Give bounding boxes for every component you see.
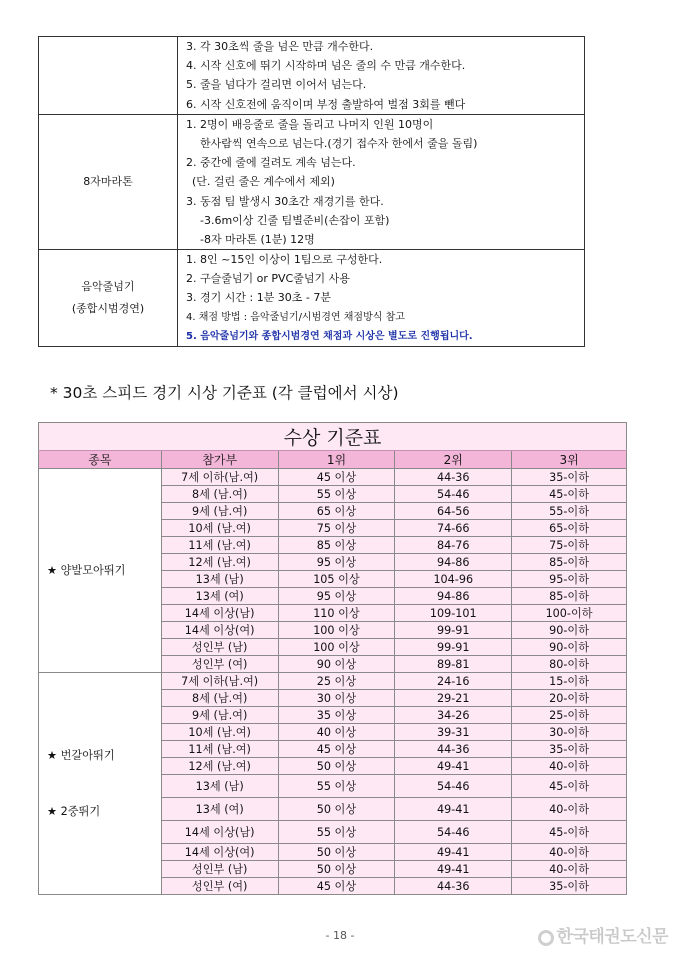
second-place-cell: 99-91 bbox=[395, 622, 512, 639]
rule-line: 3. 각 30초씩 줄을 넘은 만큼 개수한다. bbox=[186, 40, 374, 53]
third-place-cell: 85-이하 bbox=[512, 554, 627, 571]
third-place-cell: 90-이하 bbox=[512, 622, 627, 639]
rule-line: 6. 시작 신호전에 움직이며 부정 출발하여 벌점 3회를 뺀다 bbox=[186, 97, 466, 111]
third-place-cell: 85-이하 bbox=[512, 588, 627, 605]
rules-table bbox=[38, 36, 585, 347]
division-cell: 11세 (남.여) bbox=[161, 741, 278, 758]
watermark-text: 한국태권도신문 bbox=[556, 927, 668, 947]
first-place-cell: 95 이상 bbox=[278, 588, 395, 605]
third-place-cell: 35-이하 bbox=[512, 741, 627, 758]
third-place-cell: 40-이하 bbox=[512, 861, 627, 878]
third-place-cell: 100-이하 bbox=[512, 605, 627, 622]
division-cell: 9세 (남.여) bbox=[161, 503, 278, 520]
first-place-cell: 50 이상 bbox=[278, 798, 395, 821]
rules-category-figure8: 8자마라톤 bbox=[39, 114, 178, 249]
first-place-cell: 30 이상 bbox=[278, 690, 395, 707]
event-cell bbox=[39, 469, 162, 673]
third-place-cell: 80-이하 bbox=[512, 656, 627, 673]
division-cell: 13세 (여) bbox=[161, 798, 278, 821]
second-place-cell: 39-31 bbox=[395, 724, 512, 741]
rule-line: 2. 구슬줄넘기 or PVC줄넘기 사용 bbox=[186, 272, 350, 286]
third-place-cell: 40-이하 bbox=[512, 844, 627, 861]
rule-line: 4. 채점 방법 : 음악줄넘기/시범경연 채점방식 참고 bbox=[186, 311, 405, 323]
division-cell: 성인부 (남) bbox=[161, 861, 278, 878]
division-cell: 10세 (남.여) bbox=[161, 520, 278, 537]
division-cell: 7세 이하(남.여) bbox=[161, 469, 278, 486]
first-place-cell: 45 이상 bbox=[278, 741, 395, 758]
second-place-cell: 54-46 bbox=[395, 775, 512, 798]
column-header: 1위 bbox=[278, 451, 395, 469]
rule-line: 4. 시작 신호에 뛰기 시작하며 넘은 줄의 수 만큼 개수한다. bbox=[186, 59, 466, 73]
table-row bbox=[39, 469, 627, 486]
second-place-cell: 44-36 bbox=[395, 741, 512, 758]
watermark bbox=[538, 922, 668, 947]
division-cell: 14세 이상(남) bbox=[161, 605, 278, 622]
section-heading: * 30초 스피드 경기 시상 기준표 (각 클럽에서 시상) bbox=[50, 384, 399, 402]
second-place-cell: 104-96 bbox=[395, 571, 512, 588]
first-place-cell: 100 이상 bbox=[278, 622, 395, 639]
first-place-cell: 65 이상 bbox=[278, 503, 395, 520]
first-place-cell: 25 이상 bbox=[278, 673, 395, 690]
event-label bbox=[47, 770, 161, 798]
first-place-cell: 50 이상 bbox=[278, 861, 395, 878]
division-cell: 14세 이상(여) bbox=[161, 844, 278, 861]
rule-line: 3. 동점 팀 발생시 30초간 재경기를 한다. bbox=[186, 194, 384, 208]
division-cell: 13세 (남) bbox=[161, 571, 278, 588]
rule-line: 5. 줄을 넘다가 걸리면 이어서 넘는다. bbox=[186, 78, 367, 92]
division-cell: 성인부 (남) bbox=[161, 639, 278, 656]
third-place-cell: 65-이하 bbox=[512, 520, 627, 537]
second-place-cell: 94-86 bbox=[395, 588, 512, 605]
rule-line: 1. 2명이 배응줄로 줄을 돌리고 나머지 인원 10명이 bbox=[186, 117, 434, 131]
division-cell: 성인부 (여) bbox=[161, 878, 278, 895]
first-place-cell: 55 이상 bbox=[278, 821, 395, 844]
division-cell: 12세 (남.여) bbox=[161, 758, 278, 775]
third-place-cell: 20-이하 bbox=[512, 690, 627, 707]
second-place-cell: 94-86 bbox=[395, 554, 512, 571]
division-cell: 13세 (여) bbox=[161, 588, 278, 605]
first-place-cell: 95 이상 bbox=[278, 554, 395, 571]
second-place-cell: 49-41 bbox=[395, 758, 512, 775]
first-place-cell: 55 이상 bbox=[278, 486, 395, 503]
second-place-cell: 29-21 bbox=[395, 690, 512, 707]
rules-body-top bbox=[178, 37, 585, 115]
division-cell: 성인부 (여) bbox=[161, 656, 278, 673]
first-place-cell: 50 이상 bbox=[278, 844, 395, 861]
third-place-cell: 40-이하 bbox=[512, 798, 627, 821]
second-place-cell: 34-26 bbox=[395, 707, 512, 724]
third-place-cell: 90-이하 bbox=[512, 639, 627, 656]
second-place-cell: 24-16 bbox=[395, 673, 512, 690]
first-place-cell: 110 이상 bbox=[278, 605, 395, 622]
rule-line: -3.6m이상 긴줄 팀별준비(손잡이 포함) bbox=[200, 213, 390, 227]
third-place-cell: 45-이하 bbox=[512, 486, 627, 503]
second-place-cell: 44-36 bbox=[395, 878, 512, 895]
rule-line: 1. 8인 ~15인 이상이 1팀으로 구성한다. bbox=[186, 253, 383, 267]
first-place-cell: 55 이상 bbox=[278, 775, 395, 798]
third-place-cell: 15-이하 bbox=[512, 673, 627, 690]
second-place-cell: 74-66 bbox=[395, 520, 512, 537]
division-cell: 8세 (남.여) bbox=[161, 690, 278, 707]
first-place-cell: 40 이상 bbox=[278, 724, 395, 741]
rule-line: 2. 중간에 줄에 걸려도 계속 넘는다. bbox=[186, 156, 356, 170]
award-criteria-table bbox=[38, 422, 627, 895]
second-place-cell: 49-41 bbox=[395, 861, 512, 878]
column-header: 종목 bbox=[39, 451, 162, 469]
second-place-cell: 84-76 bbox=[395, 537, 512, 554]
column-header: 참가부 bbox=[161, 451, 278, 469]
second-place-cell: 54-46 bbox=[395, 821, 512, 844]
division-cell: 14세 이상(여) bbox=[161, 622, 278, 639]
event-label: ★ 2중뛰기 bbox=[47, 804, 101, 818]
rules-row-music bbox=[39, 250, 585, 347]
rule-line: (단. 걸린 줄은 계수에서 제외) bbox=[192, 175, 335, 189]
rules-category-music-line1: 음악줄넘기 bbox=[81, 280, 135, 294]
division-cell: 14세 이상(남) bbox=[161, 821, 278, 844]
first-place-cell: 45 이상 bbox=[278, 469, 395, 486]
column-header: 2위 bbox=[395, 451, 512, 469]
division-cell: 8세 (남.여) bbox=[161, 486, 278, 503]
second-place-cell: 49-41 bbox=[395, 844, 512, 861]
third-place-cell: 45-이하 bbox=[512, 775, 627, 798]
first-place-cell: 105 이상 bbox=[278, 571, 395, 588]
award-header-row bbox=[39, 451, 627, 469]
first-place-cell: 45 이상 bbox=[278, 878, 395, 895]
first-place-cell: 100 이상 bbox=[278, 639, 395, 656]
second-place-cell: 49-41 bbox=[395, 798, 512, 821]
third-place-cell: 95-이하 bbox=[512, 571, 627, 588]
division-cell: 11세 (남.여) bbox=[161, 537, 278, 554]
third-place-cell: 75-이하 bbox=[512, 537, 627, 554]
rules-category-empty bbox=[39, 37, 178, 115]
rules-row-top bbox=[39, 37, 585, 115]
rule-line: 3. 경기 시간 : 1분 30초 - 7분 bbox=[186, 291, 332, 305]
second-place-cell: 89-81 bbox=[395, 656, 512, 673]
division-cell: 12세 (남.여) bbox=[161, 554, 278, 571]
third-place-cell: 25-이하 bbox=[512, 707, 627, 724]
second-place-cell: 54-46 bbox=[395, 486, 512, 503]
first-place-cell: 85 이상 bbox=[278, 537, 395, 554]
first-place-cell: 90 이상 bbox=[278, 656, 395, 673]
page-number: - 18 - bbox=[325, 929, 355, 942]
division-cell: 13세 (남) bbox=[161, 775, 278, 798]
third-place-cell: 35-이하 bbox=[512, 469, 627, 486]
watermark-logo-icon bbox=[538, 930, 554, 946]
award-table-body bbox=[39, 423, 627, 895]
rule-line: -8자 마라톤 (1분) 12명 bbox=[200, 232, 315, 246]
second-place-cell: 109-101 bbox=[395, 605, 512, 622]
column-header: 3위 bbox=[512, 451, 627, 469]
rules-body-figure8 bbox=[178, 114, 585, 249]
second-place-cell: 99-91 bbox=[395, 639, 512, 656]
third-place-cell: 30-이하 bbox=[512, 724, 627, 741]
event-label: ★ 양발모아뛰기 bbox=[47, 563, 126, 577]
award-table-title: 수상 기준표 bbox=[39, 423, 627, 451]
award-title-row bbox=[39, 423, 627, 451]
rules-category-music-line2: (종합시범경연) bbox=[71, 302, 145, 316]
second-place-cell: 64-56 bbox=[395, 503, 512, 520]
table-row bbox=[39, 673, 627, 690]
rules-category-music bbox=[39, 250, 178, 347]
third-place-cell: 45-이하 bbox=[512, 821, 627, 844]
rule-line: 한사람씩 연속으로 넘는다.(경기 접수자 한에서 줄을 돌림) bbox=[200, 136, 478, 150]
division-cell: 9세 (남.여) bbox=[161, 707, 278, 724]
third-place-cell: 35-이하 bbox=[512, 878, 627, 895]
event-label: ★ 번갈아뛰기 bbox=[47, 748, 115, 762]
division-cell: 7세 이하(남.여) bbox=[161, 673, 278, 690]
rules-row-figure8 bbox=[39, 114, 585, 249]
rule-line-note: 5. 음악줄넘기와 종합시범경연 채점과 시상은 별도로 진행됩니다. bbox=[186, 330, 473, 342]
third-place-cell: 55-이하 bbox=[512, 503, 627, 520]
first-place-cell: 35 이상 bbox=[278, 707, 395, 724]
first-place-cell: 75 이상 bbox=[278, 520, 395, 537]
event-cell bbox=[39, 673, 162, 895]
third-place-cell: 40-이하 bbox=[512, 758, 627, 775]
rules-body-music bbox=[178, 250, 585, 347]
first-place-cell: 50 이상 bbox=[278, 758, 395, 775]
division-cell: 10세 (남.여) bbox=[161, 724, 278, 741]
second-place-cell: 44-36 bbox=[395, 469, 512, 486]
